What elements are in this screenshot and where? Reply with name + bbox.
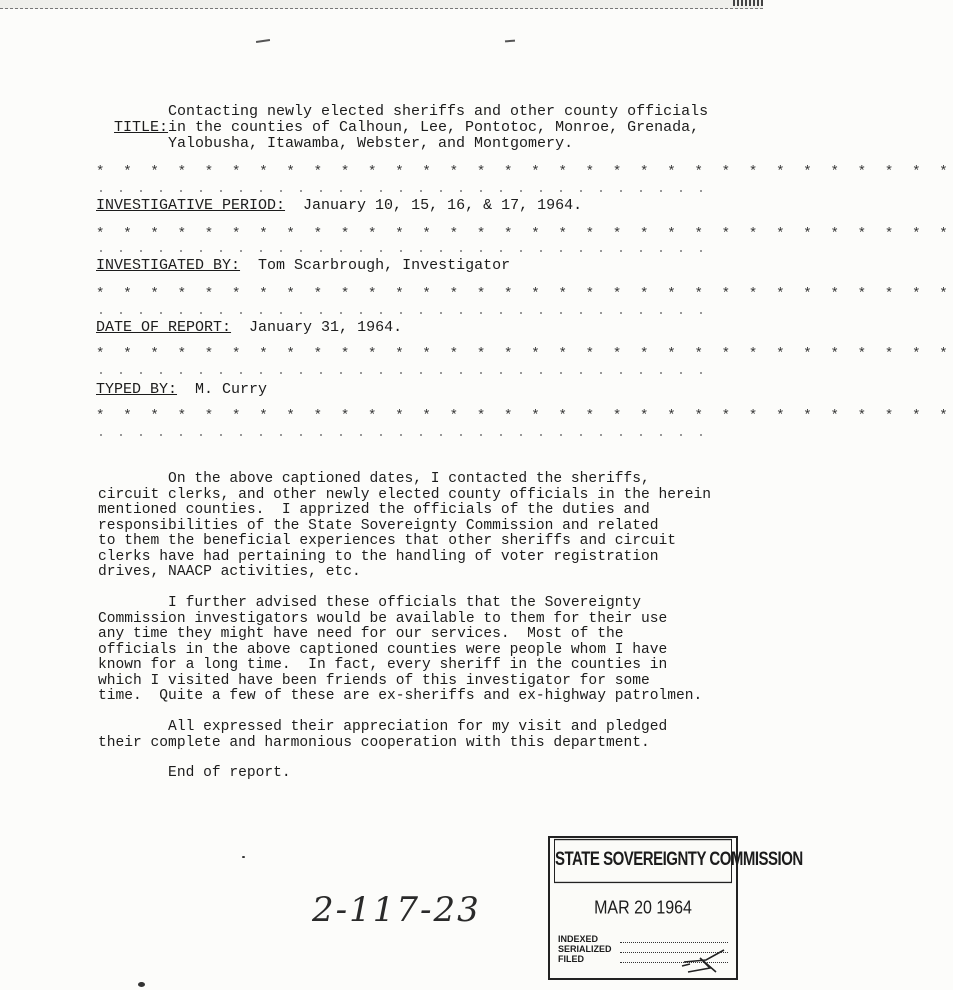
separator-dots [100, 434, 720, 436]
separator-stars: * * * * * * * * * * * * * * * * * * * * * * * * * * * * * * * * [96, 346, 953, 362]
date-of-report-label: DATE OF REPORT: [96, 319, 232, 336]
investigated-by [96, 258, 510, 274]
investigated-by-label: INVESTIGATED BY: [96, 257, 241, 274]
investigative-period [96, 198, 582, 214]
body-line: mentioned counties. I apprized the officials of the duties and [98, 502, 650, 518]
body-line: known for a long time. In fact, every sheriff in the counties in [98, 657, 668, 673]
body-line: their complete and harmonious cooperation with this department. [98, 734, 650, 751]
date-of-report-value: January 31, 1964. [249, 319, 403, 336]
corner-perforation [733, 0, 763, 6]
title-label: TITLE: [114, 119, 169, 136]
investigative-period-label: INVESTIGATIVE PERIOD: [96, 197, 286, 214]
body-line: which I visited have been friends of this investigator for some [98, 672, 650, 689]
separator-stars: * * * * * * * * * * * * * * * * * * * * * * * * * * * * * * * * [96, 408, 953, 424]
stray-mark [505, 40, 515, 43]
body-line: officials in the above captioned counties were people whom I have [98, 641, 668, 658]
initials-scribble [680, 942, 730, 976]
title-line: Contacting newly elected sheriffs and other county officials [168, 103, 709, 120]
body-paragraph-1 [98, 472, 711, 581]
body-line: Commission investigators would be available to them for their use [98, 610, 668, 627]
separator-dots [100, 312, 720, 314]
stamp-row-filed: FILED [558, 954, 584, 964]
body-line: responsibilities of the State Sovereignty Commission and related [98, 517, 659, 534]
title-text [168, 104, 708, 152]
body-line: time. Quite a few of these are ex-sheriffs and ex-highway patrolmen. [98, 688, 703, 704]
title-line: in the counties of Calhoun, Lee, Pontotoc, Monroe, Grenada, [168, 119, 700, 136]
stamp-row-indexed: INDEXED [558, 934, 599, 944]
separator-dots [100, 372, 720, 374]
body-line: circuit clerks, and other newly elected county officials in the herein [98, 486, 712, 503]
closing-line: End of report. [98, 765, 291, 781]
body-line: drives, NAACP activities, etc. [98, 564, 361, 580]
body-line: All expressed their appreciation for my visit and pledged [98, 719, 668, 735]
body-line: any time they might have need for our services. Most of the [98, 626, 624, 642]
body-line: On the above captioned dates, I contacted the sheriffs, [98, 471, 650, 487]
body-paragraph-2 [98, 596, 702, 705]
separator-stars: * * * * * * * * * * * * * * * * * * * * * * * * * * * * * * * * [96, 286, 953, 302]
typed-by [96, 382, 267, 398]
separator-dots [100, 190, 720, 192]
body-line: I further advised these officials that the Sovereignty [98, 595, 641, 611]
stamp-header: STATE SOVEREIGNTY COMMISSION [554, 839, 732, 883]
typed-by-value: M. Curry [195, 381, 268, 398]
stamp-date: MAR 20 1964 [594, 898, 692, 919]
body-line: to them the beneficial experiences that other sheriffs and circuit [98, 533, 677, 549]
body-paragraph-3 [98, 720, 667, 751]
body-line: clerks have had pertaining to the handling of voter registration [98, 548, 659, 565]
separator-dots [100, 250, 720, 252]
separator-stars: * * * * * * * * * * * * * * * * * * * * * * * * * * * * * * * * [96, 164, 953, 180]
stamp-row-serialized: SERIALIZED [558, 944, 612, 954]
speck [138, 982, 145, 987]
investigated-by-value: Tom Scarbrough, Investigator [258, 257, 511, 274]
page-top-edge [0, 0, 763, 9]
date-of-report [96, 320, 402, 336]
speck [242, 856, 245, 858]
handwritten-file-number: 2-117-23 [312, 890, 481, 930]
typed-by-label: TYPED BY: [96, 381, 178, 398]
investigative-period-value: January 10, 15, 16, & 17, 1964. [303, 197, 583, 214]
separator-stars: * * * * * * * * * * * * * * * * * * * * * * * * * * * * * * * * [96, 226, 953, 242]
stray-mark [256, 39, 270, 43]
title-line: Yalobusha, Itawamba, Webster, and Montgomery. [168, 135, 574, 152]
